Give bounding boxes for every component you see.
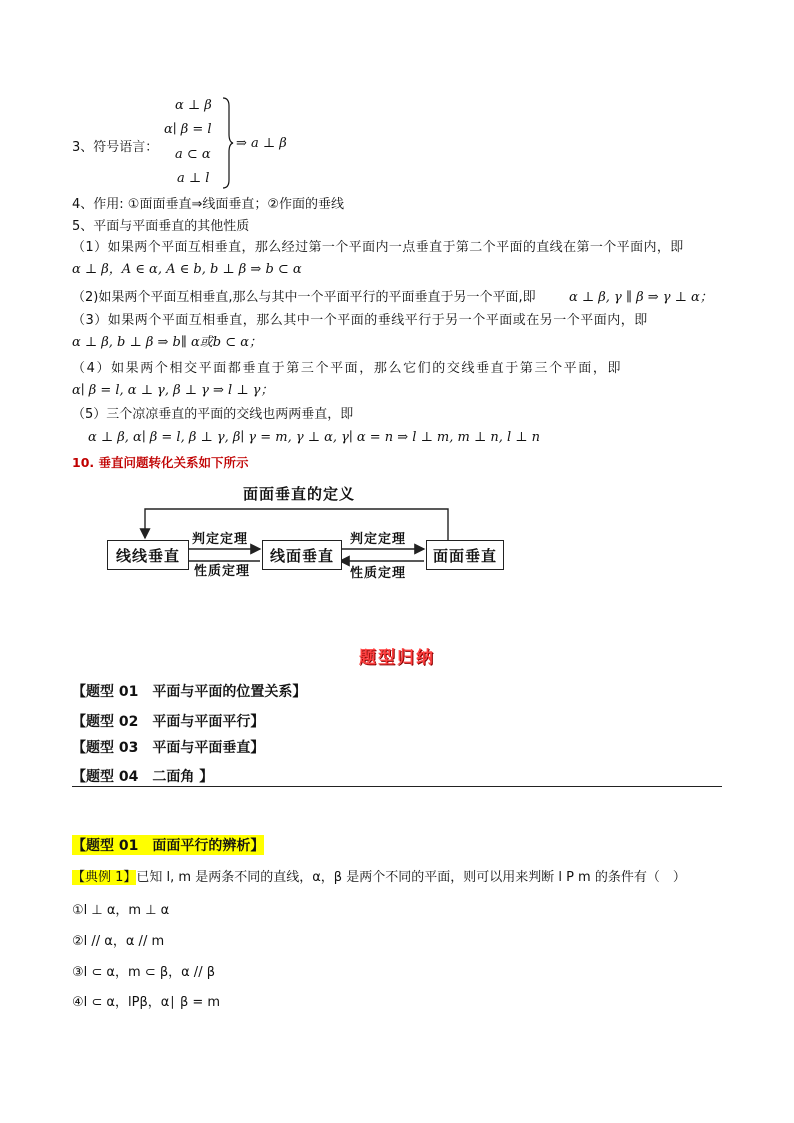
right-brace-icon <box>222 96 234 190</box>
label-left-property-theorem: 性质定理 <box>194 564 251 579</box>
label-left-decision-theorem: 判定定理 <box>192 532 249 547</box>
symbol-conclusion: ⇒ a ⊥ β <box>236 136 287 151</box>
condition-1: α ⊥ β <box>175 98 212 113</box>
condition-4: a ⊥ l <box>177 171 210 186</box>
example-text: 已知 l, m 是两条不同的直线，α，β 是两个不同的平面，则可以用来判断 l P m 的条件有（ ） <box>136 870 686 885</box>
item-4-text: 4、作用: ①面面垂直⇒线面垂直；②作面的垂线 <box>72 197 344 212</box>
symbol-language-label: 3、符号语言： <box>72 140 159 155</box>
question-type-02: 【题型 02 平面与平面平行】 <box>72 714 265 730</box>
property-5-math: α ⊥ β, α∣ β = l, β ⊥ γ, β∣ γ = m, γ ⊥ α, γ∣ α = n ⇒ l ⊥ m, m ⊥ n, l ⊥ n <box>88 430 540 445</box>
property-3-text: （3）如果两个平面互相垂直，那么其中一个平面的垂线平行于另一个平面或在另一个平面内，即 <box>72 313 648 328</box>
label-right-property-theorem: 性质定理 <box>350 566 407 581</box>
qtype-heading: 【题型 01 面面平行的辨析】 <box>72 835 264 855</box>
box-line-plane-perpendicular: 线面垂直 <box>262 540 342 570</box>
property-4-text: （4）如果两个相交平面都垂直于第三个平面，那么它们的交线垂直于第三个平面，即 <box>72 361 623 376</box>
box-plane-plane-perpendicular: 面面垂直 <box>426 540 504 570</box>
condition-2: α∣ β = l <box>164 122 212 137</box>
item-5-text: 5、平面与平面垂直的其他性质 <box>72 219 250 234</box>
property-2-math: α ⊥ β, γ ∥ β ⇒ γ ⊥ α； <box>569 290 713 305</box>
option-1: ①l ⊥ α，m ⊥ α <box>72 903 170 918</box>
property-3-math: α ⊥ β, b ⊥ β ⇒ b∥ α或b ⊂ α； <box>72 335 263 350</box>
option-2: ②l // α，α // m <box>72 934 165 949</box>
question-type-04: 【题型 04 二面角 】 <box>72 769 214 785</box>
example-tag: 【典例 1】 <box>72 870 137 885</box>
condition-3: a ⊂ α <box>175 147 211 162</box>
section-title: 题型归纳 <box>359 648 435 668</box>
example-line <box>72 866 686 885</box>
question-type-01: 【题型 01 平面与平面的位置关系】 <box>72 684 307 700</box>
property-1-math: α ⊥ β，A ∈ α, A ∈ b, b ⊥ β ⇒ b ⊂ α <box>72 262 302 277</box>
property-1-text: （1）如果两个平面互相垂直，那么经过第一个平面内一点垂直于第二个平面的直线在第一个平面内，即 <box>72 240 684 255</box>
option-4: ④l ⊂ α，lPβ，α∣ β = m <box>72 995 221 1010</box>
property-4-math: α∣ β = l, α ⊥ γ, β ⊥ γ ⇒ l ⊥ γ； <box>72 383 274 398</box>
property-2-text: （2)如果两个平面互相垂直,那么与其中一个平面平行的平面垂直于另一个平面,即 <box>72 290 536 305</box>
box-line-line-perpendicular: 线线垂直 <box>107 540 189 570</box>
question-type-03: 【题型 03 平面与平面垂直】 <box>72 740 265 756</box>
diagram-top-label: 面面垂直的定义 <box>243 485 356 503</box>
heading-10: 10. 垂直问题转化关系如下所示 <box>72 455 249 470</box>
label-right-decision-theorem: 判定定理 <box>350 532 407 547</box>
option-3: ③l ⊂ α，m ⊂ β，α // β <box>72 965 216 980</box>
property-5-text: （5）三个凉凉垂直的平面的交线也两两垂直，即 <box>72 407 354 422</box>
divider <box>72 786 722 787</box>
